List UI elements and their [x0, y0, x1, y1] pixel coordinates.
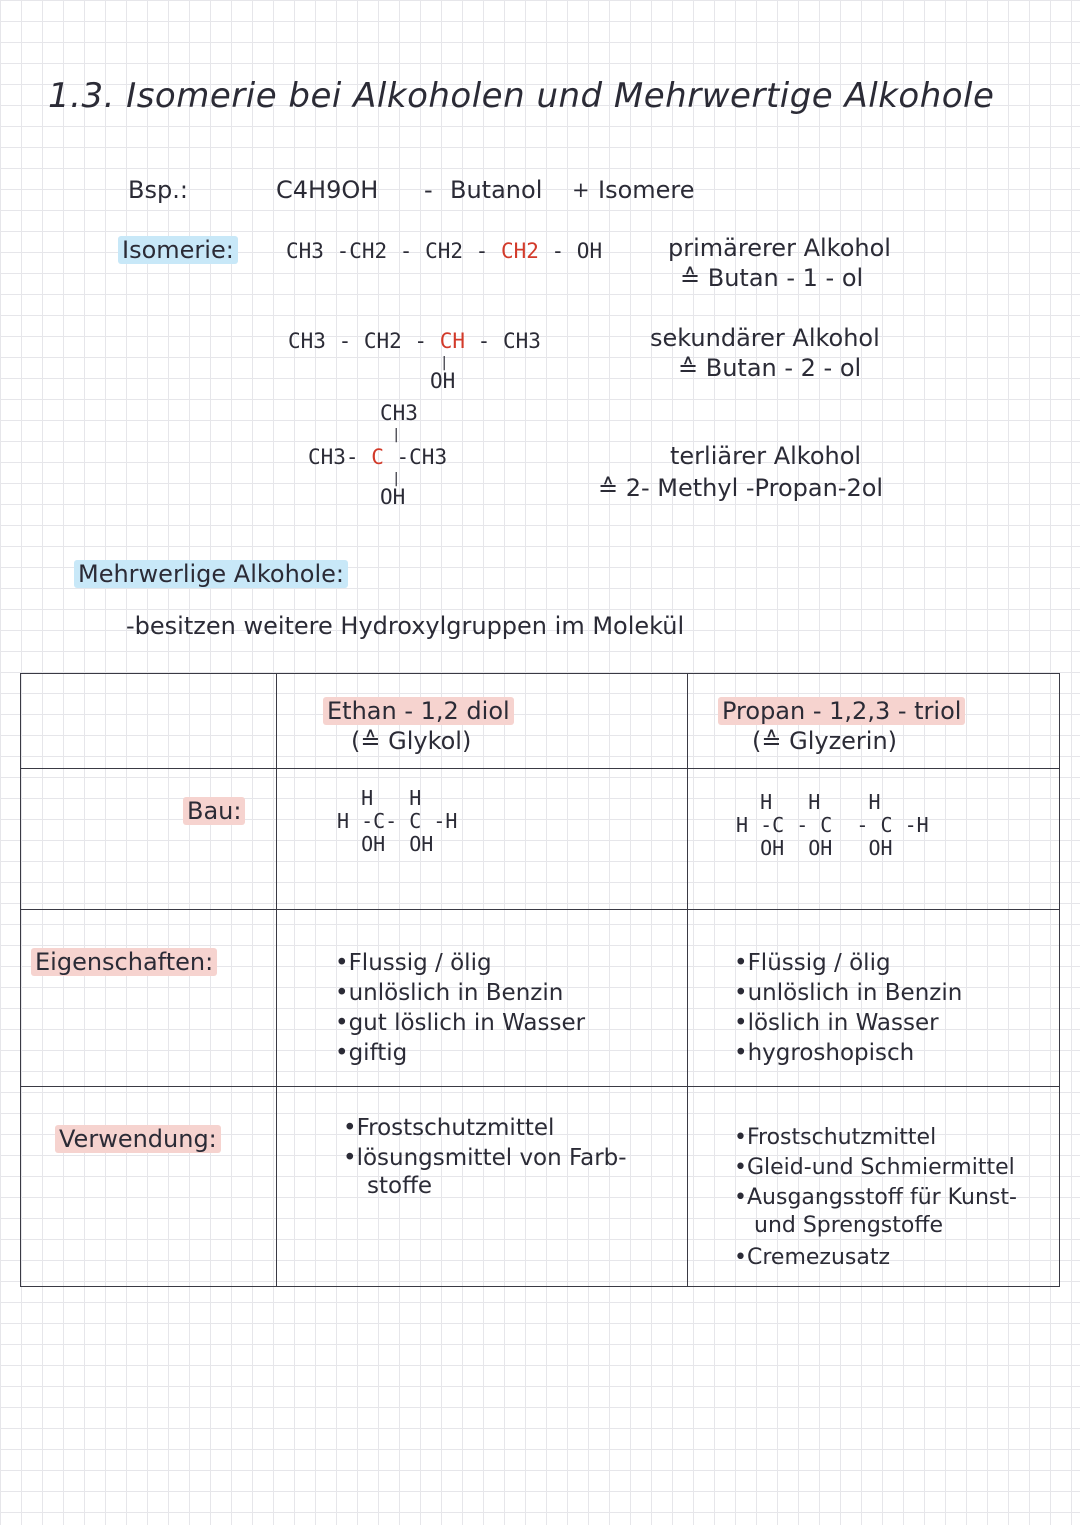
list-item: • Flüssig / ölig	[734, 948, 962, 978]
bau-label-text: Bau:	[183, 797, 245, 825]
isomer-tertiary-oh: OH	[380, 485, 406, 509]
list-item: • giftig	[335, 1038, 585, 1068]
isomer-primary-name: ≙ Butan - 1 - ol	[680, 264, 864, 292]
isomer-secondary-formula	[288, 330, 541, 352]
example-plus: +	[572, 178, 590, 202]
list-item: • unlöslich in Benzin	[734, 978, 962, 1008]
properties-table	[20, 673, 1060, 1287]
list-item: • Flussig / ölig	[335, 948, 585, 978]
page-title: 1.3. Isomerie bei Alkoholen und Mehrwertige Alkohole	[48, 76, 995, 116]
mehrwertig-description: -besitzen weitere Hydroxylgruppen im Molekül	[126, 612, 685, 640]
bau-label-cell	[21, 769, 277, 910]
glykol-alias: (≙ Glykol)	[351, 727, 472, 755]
glyzerin-verwendung-cell	[688, 1087, 1060, 1287]
table-row-verwendung	[21, 1087, 1060, 1287]
isomer-primary-formula	[286, 240, 602, 262]
example-formula: C4H9OH	[276, 176, 379, 204]
glykol-verwendung-cell	[277, 1087, 688, 1287]
formula-part: CH3-	[308, 445, 372, 469]
verwendung-label-text: Verwendung:	[55, 1125, 221, 1153]
verwendung-label-cell	[21, 1087, 277, 1287]
isomer-tertiary-name: ≙ 2- Methyl -Propan-2ol	[598, 474, 884, 502]
table-row-eigenschaften	[21, 910, 1060, 1087]
isomer-tertiary-formula	[308, 446, 447, 468]
glyzerin-header-cell	[688, 674, 1060, 769]
glykol-header-cell	[277, 674, 688, 769]
isomer-primary-type: primärerer Alkohol	[668, 234, 891, 262]
list-item: • hygroshopisch	[734, 1038, 962, 1068]
list-item: • gut löslich in Wasser	[335, 1008, 585, 1038]
list-item: • Cremezusatz	[734, 1243, 890, 1273]
table-row-bau	[21, 769, 1060, 910]
formula-highlight: C	[371, 445, 384, 469]
isomerie-label	[118, 236, 238, 264]
formula-tail: - CH3	[465, 329, 541, 353]
bond-line: |	[392, 471, 401, 487]
isomer-tertiary-type: terliärer Alkohol	[670, 442, 862, 470]
list-item: • Gleid-und Schmiermittel	[734, 1153, 1017, 1183]
eigenschaften-label-text: Eigenschaften:	[31, 948, 217, 976]
formula-highlight: CH2	[500, 239, 539, 263]
eigenschaften-label	[31, 948, 217, 976]
glykol-eigenschaften-cell	[277, 910, 688, 1087]
corner-cell	[21, 674, 277, 769]
glyzerin-verwendung-list	[734, 1123, 1017, 1213]
mehrwertig-heading	[74, 560, 348, 588]
verwendung-label	[55, 1125, 221, 1153]
glykol-verwendung-continuation: stoffe	[367, 1173, 433, 1199]
formula-highlight: CH	[439, 329, 466, 353]
glyzerin-bau-cell	[688, 769, 1060, 910]
bond-line: |	[392, 427, 401, 443]
glyzerin-eigenschaften-list	[734, 948, 962, 1068]
glyzerin-name: Propan - 1,2,3 - triol	[718, 697, 965, 725]
formula-part: CH3 - CH2 -	[288, 329, 440, 353]
formula-part: CH3 -CH2 - CH2 -	[286, 239, 501, 263]
glykol-eigenschaften-list	[335, 948, 585, 1068]
isomerie-label-text: Isomerie:	[118, 236, 238, 264]
isomer-secondary-oh: OH	[430, 369, 456, 393]
example-isomers: Isomere	[598, 176, 695, 204]
glyzerin-eigenschaften-cell	[688, 910, 1060, 1087]
formula-tail: - OH	[538, 239, 603, 263]
glyzerin-verwendung-list-2	[734, 1243, 890, 1273]
table-row-header	[21, 674, 1060, 769]
example-name: Butanol	[450, 176, 543, 204]
list-item: • Ausgangsstoff für Kunst-	[734, 1183, 1017, 1213]
glykol-structure: H H H -C- C -H OH OH	[337, 786, 458, 856]
list-item: • unlöslich in Benzin	[335, 978, 585, 1008]
glyzerin-structure: H H H H -C - C - C -H OH OH OH	[736, 790, 929, 860]
glykol-bau-cell	[277, 769, 688, 910]
list-item: • löslich in Wasser	[734, 1008, 962, 1038]
glyzerin-verwendung-continuation: und Sprengstoffe	[754, 1213, 944, 1238]
formula-tail: -CH3	[383, 445, 448, 469]
isomer-secondary-type: sekundärer Alkohol	[650, 324, 880, 352]
glyzerin-alias: (≙ Glyzerin)	[752, 727, 898, 755]
bond-line: |	[440, 355, 449, 371]
example-dash: -	[424, 176, 433, 204]
eigenschaften-label-cell	[21, 910, 277, 1087]
example-label: Bsp.:	[128, 176, 188, 204]
mehrwertig-heading-text: Mehrwerlige Alkohole:	[74, 560, 348, 588]
glykol-verwendung-list	[343, 1113, 627, 1173]
isomer-secondary-name: ≙ Butan - 2 - ol	[678, 354, 862, 382]
list-item: • lösungsmittel von Farb-	[343, 1143, 627, 1173]
list-item: • Frostschutzmittel	[343, 1113, 627, 1143]
list-item: • Frostschutzmittel	[734, 1123, 1017, 1153]
bau-label	[183, 797, 245, 825]
isomer-tertiary-top: CH3	[380, 401, 418, 425]
glykol-name: Ethan - 1,2 diol	[323, 697, 514, 725]
